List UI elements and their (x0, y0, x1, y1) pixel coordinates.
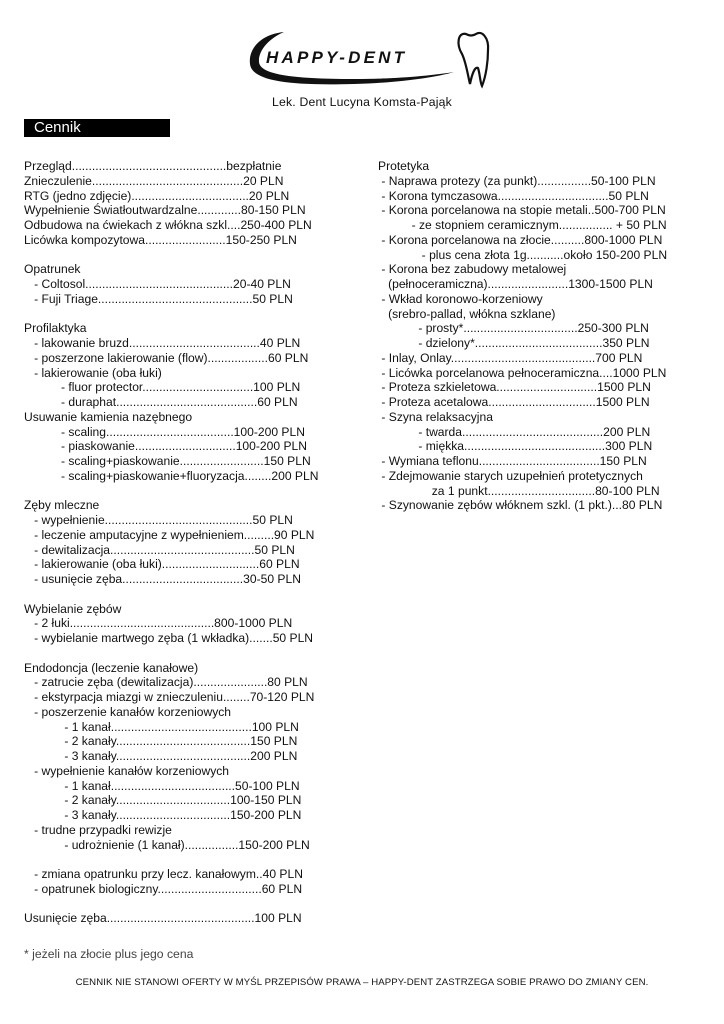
price-row: Wybielanie zębów (24, 601, 122, 616)
price-row: - piaskowanie..............................100-200 PLN (24, 439, 307, 454)
price-row: - Szyna relaksacyjna (378, 409, 493, 424)
price-row: - usunięcie zęba....................................30-50 PLN (24, 572, 301, 586)
price-row: - duraphat..........................................60 PLN (24, 395, 298, 409)
price-row: za 1 punkt................................80-100 PLN (378, 483, 660, 498)
brand-name: HAPPY-DENT (266, 48, 408, 67)
price-row: - 1 kanał.....................................50-100 PLN (24, 778, 300, 793)
price-row: - fluor protector.................................100 PLN (24, 380, 301, 395)
happy-dent-logo (244, 26, 496, 92)
doctor-name: Lek. Dent Lucyna Komsta-Pająk (272, 95, 452, 109)
price-row: (pełnoceramiczna)........................1300-1500 PLN (378, 277, 653, 291)
price-row: - Proteza szkieletowa..............................1500 PLN (378, 380, 651, 395)
spacer-row (24, 587, 369, 602)
price-row: - Wkład koronowo-korzeniowy (378, 291, 543, 306)
spacer-row (24, 646, 369, 661)
price-row: - scaling......................................100-200 PLN (24, 424, 305, 439)
price-row: - poszerzone lakierowanie (flow)..................60 PLN (24, 350, 309, 365)
price-row: - lakierowanie (oba łuki).............................60 PLN (24, 557, 300, 572)
spacer-row (24, 248, 369, 263)
price-row: Endodoncja (leczenie kanałowe) (24, 660, 199, 675)
price-row: Przegląd..............................................bezpłatnie (24, 159, 282, 173)
price-row: Odbudowa na ćwiekach z włókna szkl....250-400 PLN (24, 218, 312, 232)
disclaimer: CENNIK NIE STANOWI OFERTY W MYŚL PRZEPISÓW PRAWA – HAPPY-DENT ZASTRZEGA SOBIE PRAWO DO ZMIANY CEN. (75, 977, 649, 988)
price-row: - Licówka porcelanowa pełnoceramiczna....1000 PLN (378, 365, 667, 380)
price-row: Znieczulenie.............................................20 PLN (24, 173, 284, 188)
price-row: - Proteza acetalowa................................1500 PLN (378, 395, 650, 409)
price-row: - 3 kanały........................................200 PLN (24, 749, 298, 763)
price-row: - poszerzenie kanałów korzeniowych (24, 704, 232, 719)
price-row: - Korona porcelanowa na złocie..........800-1000 PLN (378, 232, 663, 247)
price-row: - Coltosol............................................20-40 PLN (24, 277, 291, 291)
spacer-row (24, 897, 369, 912)
price-row: Profilaktyka (24, 321, 87, 336)
price-row: - dewitalizacja...........................................50 PLN (24, 542, 295, 557)
price-row: - wybielanie martwego zęba (1 wkładka).......50 PLN (24, 631, 314, 645)
footnote: * jeżeli na złocie plus jego cena (24, 947, 194, 961)
price-row: - 3 kanały..................................150-200 PLN (24, 808, 302, 822)
price-row: - udrożnienie (1 kanał)................150-200 PLN (24, 837, 310, 852)
price-row: - scaling+piaskowanie.........................150 PLN (24, 454, 311, 468)
price-row: - Korona porcelanowa na stopie metali..500-700 PLN (378, 203, 666, 218)
price-row: - Inlay, Onlay...........................................700 PLN (378, 350, 643, 365)
price-row: - plus cena złota 1g...........około 150-200 PLN (378, 247, 668, 262)
price-row: - opatrunek biologiczny...............................60 PLN (24, 881, 303, 896)
price-row: - Naprawa protezy (za punkt)................50-100 PLN (378, 173, 656, 188)
price-row: - twarda..........................................200 PLN (378, 424, 651, 439)
price-row: Zęby mleczne (24, 498, 100, 513)
section-title-bar (24, 119, 170, 137)
price-row: - Zdejmowanie starych uzupełnień protetycznych (378, 468, 643, 483)
price-row: - zatrucie zęba (dewitalizacja)......................80 PLN (24, 675, 308, 690)
price-row: - 1 kanał..........................................100 PLN (24, 719, 299, 734)
price-row: - Szynowanie zębów włóknem szkl. (1 pkt.)...80 PLN (378, 498, 663, 513)
spacer-row (24, 484, 369, 499)
price-row: - dzielony*......................................350 PLN (378, 336, 650, 350)
price-row: Protetyka (378, 159, 430, 173)
price-row: - 2 kanały..................................100-150 PLN (24, 793, 302, 808)
price-row: - 2 łuki...........................................800-1000 PLN (24, 616, 293, 631)
price-row: - trudne przypadki rewizje (24, 822, 172, 837)
price-row: Wypełnienie Światłoutwardzalne.............80-150 PLN (24, 203, 306, 218)
price-row: Opatrunek (24, 262, 81, 277)
price-row: - Korona bez zabudowy metalowej (378, 262, 567, 277)
spacer-row (24, 307, 369, 322)
section-title: Cennik (34, 119, 81, 136)
price-row: (srebro-pallad, włókna szklane) (378, 306, 556, 321)
price-row: - miękka..........................................300 PLN (378, 439, 653, 454)
price-row: - 2 kanały........................................150 PLN (24, 734, 298, 749)
price-row: - lakierowanie (oba łuki) (24, 365, 162, 380)
price-row: Licówka kompozytowa........................150-250 PLN (24, 232, 297, 247)
price-row: Usunięcie zęba............................................100 PLN (24, 911, 302, 926)
price-row: - Wymiana teflonu....................................150 PLN (378, 454, 647, 468)
spacer-row (24, 852, 369, 867)
price-row: - zmiana opatrunku przy lecz. kanałowym..40 PLN (24, 867, 303, 881)
price-row: - prosty*..................................250-300 PLN (378, 321, 649, 336)
price-list-right (378, 159, 718, 513)
price-row: - Fuji Triage..............................................50 PLN (24, 291, 293, 306)
price-row: - scaling+piaskowanie+fluoryzacja........200 PLN (24, 468, 319, 483)
price-row: - lakowanie bruzd.......................................40 PLN (24, 336, 301, 350)
price-row: - ekstyrpacja miazgi w znieczuleniu........70-120 PLN (24, 690, 315, 704)
price-row: - leczenie amputacyjne z wypełnieniem.........90 PLN (24, 527, 315, 542)
price-list-left (24, 159, 369, 926)
price-row: - ze stopniem ceramicznym................ + 50 PLN (378, 218, 667, 232)
price-row: RTG (jedno zdjęcie)...................................20 PLN (24, 188, 290, 203)
price-row: - Korona tymczasowa.................................50 PLN (378, 188, 649, 203)
price-row: Usuwanie kamienia nazębnego (24, 409, 193, 424)
price-row: - wypełnienie............................................50 PLN (24, 513, 293, 527)
price-row: - wypełnienie kanałów korzeniowych (24, 763, 230, 778)
